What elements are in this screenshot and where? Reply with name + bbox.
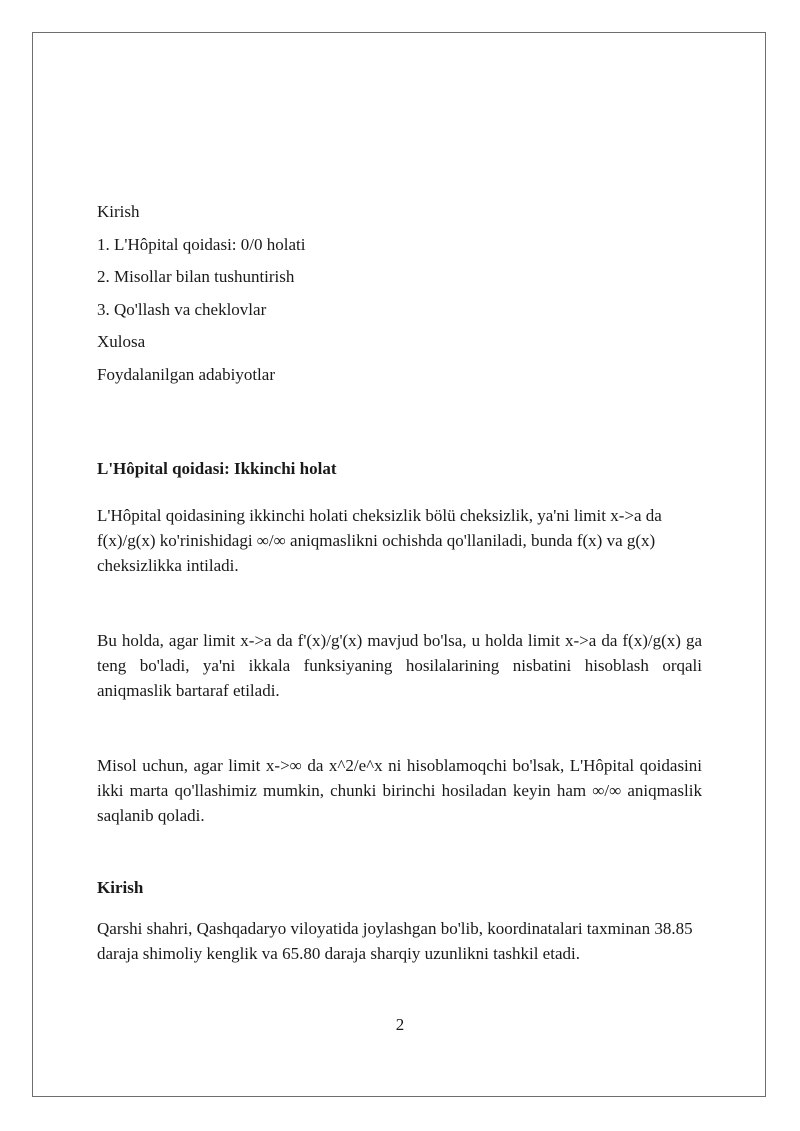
paragraph-3: Misol uchun, agar limit x->∞ da x^2/e^x ni hisoblamoqchi bo'lsak, L'Hôpital qoidasini ikki marta qo'llashimiz mumkin, chunki birinchi hosiladan keyin ham ∞/∞ aniqmaslik saqlanib qoladi. bbox=[97, 755, 702, 825]
toc-item-kirish: Kirish bbox=[97, 202, 140, 221]
toc-item-3: 3. Qo'llash va cheklovlar bbox=[97, 299, 267, 319]
paragraph-2: Bu holda, agar limit x->a da f'(x)/g'(x) mavjud bo'lsa, u holda limit x->a da f(x)/g(x) ga teng bo'ladi, ya'ni ikkala funksiyaning hosilalarining nisbatini hisoblash orqali aniqmaslik bartaraf etiladi. bbox=[97, 630, 702, 700]
paragraph-4: Qarshi shahri, Qashqadaryo viloyatida joylashgan bo'lib, koordinatalari taxminan 38.85 daraja shimoliy kenglik va 65.80 daraja sharqiy uzunlikni tashkil etadi. bbox=[97, 918, 693, 963]
section-heading-ikkinchi-holat: L'Hôpital qoidasi: Ikkinchi holat bbox=[97, 458, 337, 478]
page-number: 2 bbox=[395, 1015, 405, 1034]
toc-item-adabiyotlar: Foydalanilgan adabiyotlar bbox=[97, 364, 275, 384]
toc-item-1: 1. L'Hôpital qoidasi: 0/0 holati bbox=[97, 234, 306, 254]
section-heading-kirish: Kirish bbox=[97, 877, 144, 897]
page-content bbox=[97, 198, 702, 966]
table-of-contents bbox=[97, 198, 702, 394]
toc-item-2: 2. Misollar bilan tushuntirish bbox=[97, 267, 295, 287]
toc-item-xulosa: Xulosa bbox=[97, 332, 146, 352]
paragraph-1: L'Hôpital qoidasining ikkinchi holati cheksizlik bölü cheksizlik, ya'ni limit x->a da f(x)/g(x) ko'rinishidagi ∞/∞ aniqmaslikni ochishda qo'llaniladi, bunda f(x) va g(x) cheksizlikka intiladi. bbox=[97, 505, 662, 575]
